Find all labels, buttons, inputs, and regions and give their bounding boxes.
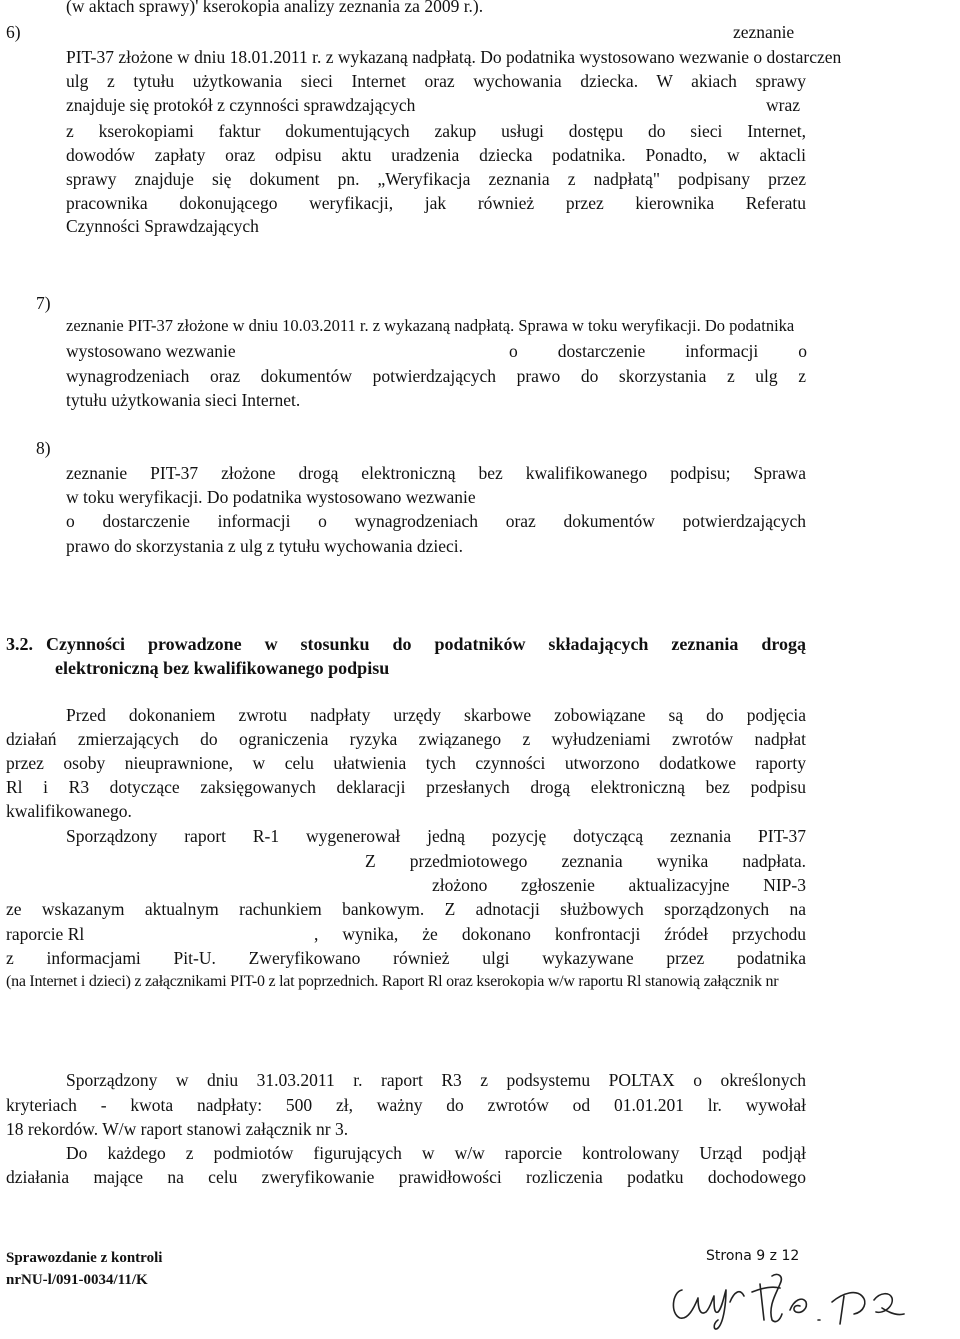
paragraph-line: działania mające na celu zweryfikowanie prawidłowości rozliczenia podatku dochodowego [6,1167,806,1187]
paragraph-line: z informacjami Pit-U. Zweryfikowano również ulgi wykazywane przez podatnika [6,948,806,968]
section8-line: w toku weryfikacji. Do podatnika wystosowano wezwanie [66,487,476,507]
paragraph-line: Przed dokonaniem zwrotu nadpłaty urzędy skarbowe zobowiązane są do podjęcia [66,705,806,725]
section6-line: Czynności Sprawdzających [66,216,259,236]
paragraph-line: Rl i R3 dotyczące zaksięgowanych deklaracji przesłanych drogą elektroniczną bez podpisu [6,777,806,797]
paragraph-line: , wynika, że dokonano konfrontacji źródeł przychodu [314,924,806,944]
section7-line: wystosowano wezwanie [66,341,236,361]
handwritten-signature-icon [668,1262,908,1332]
paragraph-line: działań zmierzających do ograniczenia ryzyka związanego z wyłudzeniami zwrotów nadpłat [6,729,806,749]
paragraph-line: Sporządzony w dniu 31.03.2011 r. raport R3 z podsystemu POLTAX o określonych [66,1070,806,1090]
item-number-6: 6) [6,22,21,42]
paragraph-line: ze wskazanym aktualnym rachunkiem bankowym. Z adnotacji służbowych sporządzonych na [6,899,806,919]
section7-line: tytułu użytkowania sieci Internet. [66,390,301,410]
page-number: Strona 9 z 12 [706,1248,800,1264]
section6-line: znajduje się protokół z czynności sprawdzających [66,95,416,115]
section-heading: Czynności prowadzone w stosunku do podatników składających zeznania drogą [46,634,806,654]
paragraph-line: Do każdego z podmiotów figurujących w w/w raporcie kontrolowany Urząd podjął [66,1143,806,1163]
section8-line: prawo do skorzystania z ulg z tytułu wychowania dzieci. [66,536,464,556]
paragraph-line: raporcie Rl [6,924,85,944]
paragraph-line: (na Internet i dzieci) z załącznikami PIT-0 z lat poprzednich. Raport Rl oraz kserokopia w/w raportu Rl stanowią załącznik nr [6,973,779,990]
section6-line: z kserokopiami faktur dokumentujących zakup usługi dostępu do sieci Internet, [66,121,806,141]
section7-line: wynagrodzeniach oraz dokumentów potwierdzających prawo do skorzystania z ulg z [66,366,806,386]
item-number-7: 7) [36,293,51,313]
paragraph-line: kryteriach - kwota nadpłaty: 500 zł, ważny do zwrotów od 01.01.201 lr. wywołał [6,1095,806,1115]
paragraph-line: 18 rekordów. W/w raport stanowi załącznik nr 3. [6,1119,349,1139]
section-heading-continuation: elektroniczną bez kwalifikowanego podpisu [55,658,390,678]
paragraph-line: Z przedmiotowego zeznania wynika nadpłata. [365,851,806,871]
footer-report-number: nrNU-l/091-0034/11/K [6,1272,148,1288]
section8-line: o dostarczenie informacji o wynagrodzeniach oraz dokumentów potwierdzających [66,511,806,531]
section6-intro-line: (w aktach sprawy)' kserokopia analizy zeznania za 2009 r.). [66,0,484,16]
section6-wraz: wraz [766,95,801,115]
footer-report-title: Sprawozdanie z kontroli [6,1250,163,1266]
paragraph-line: kwalifikowanego. [6,801,132,821]
section8-line: zeznanie PIT-37 złożone drogą elektroniczną bez kwalifikowanego podpisu; Sprawa [66,463,806,483]
section-heading-number: 3.2. [6,634,33,654]
paragraph-line: złożono zgłoszenie aktualizacyjne NIP-3 [432,875,806,895]
item-number-8: 8) [36,438,51,458]
section6-word: zeznanie [733,22,795,42]
section6-line: dowodów zapłaty oraz odpisu aktu uradzenia dziecka podatnika. Ponadto, w aktacli [66,145,806,165]
section7-line: o dostarczenie informacji o [509,341,807,361]
section6-line: pracownika dokonującego weryfikacji, jak również przez kierownika Referatu [66,193,806,213]
paragraph-line: przez osoby nieuprawnione, w celu ułatwienia tych czynności utworzono dodatkowe raporty [6,753,806,773]
paragraph-line: Sporządzony raport R-1 wygenerował jedną pozycję dotyczącą zeznania PIT-37 [66,826,806,846]
section6-line: PIT-37 złożone w dniu 18.01.2011 r. z wykazaną nadpłatą. Do podatnika wystosowano wezwanie o dostarczen [66,47,842,67]
section6-line: sprawy znajduje się dokument pn. „Weryfikacja zeznania z nadpłatą" podpisany przez [66,169,806,189]
section6-line: ulg z tytułu użytkowania sieci Internet oraz wychowania dziecka. W akiach sprawy [66,71,806,91]
section7-line: zeznanie PIT-37 złożone w dniu 10.03.2011 r. z wykazaną nadpłatą. Sprawa w toku weryfikacji. Do podatnika [66,316,795,335]
